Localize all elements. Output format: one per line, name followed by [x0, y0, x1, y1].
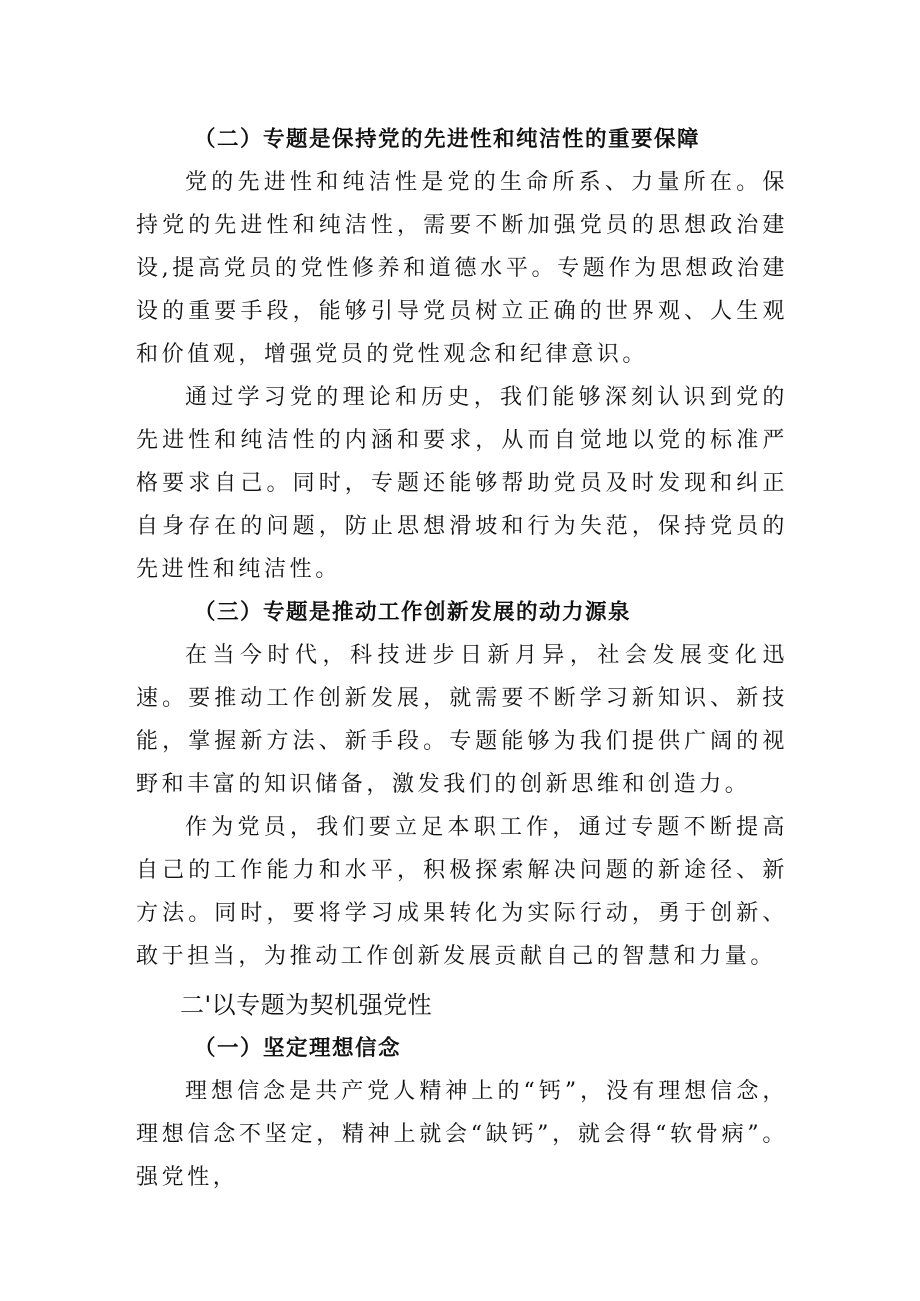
paragraph: 作为党员，我们要立足本职工作，通过专题不断提高自己的工作能力和水平，积极探索解决问题的新途径、新方法。同时，要将学习成果转化为实际行动，勇于创新、敢于担当，为推动工作创新发展贡献自己的智慧和力量。	[136, 815, 788, 969]
document-page	[136, 118, 788, 1199]
section-heading-1: （一）坚定理想信念	[194, 1036, 402, 1061]
section-heading-2: （二）专题是保持党的先进性和纯洁性的重要保障	[194, 127, 701, 152]
paragraph: 理想信念是共产党人精神上的“钙”，没有理想信念，理想信念不坚定，精神上就会“缺钙”，就会得“软骨病”。强党性，	[136, 1079, 788, 1190]
paragraph: 通过学习党的理论和历史，我们能够深刻认识到党的先进性和纯洁性的内涵和要求，从而自觉地以党的标准严格要求自己。同时，专题还能够帮助党员及时发现和纠正自身存在的问题，防止思想滑坡和行为失范，保持党员的先进性和纯洁性。	[136, 385, 788, 582]
paragraph: 在当今时代，科技进步日新月异，社会发展变化迅速。要推动工作创新发展，就需要不断学习新知识、新技能，掌握新方法、新手段。专题能够为我们提供广阔的视野和丰富的知识储备，激发我们的创新思维和创造力。	[136, 643, 788, 797]
paragraph: 党的先进性和纯洁性是党的生命所系、力量所在。保持党的先进性和纯洁性，需要不断加强党员的思想政治建设,提高党员的党性修养和道德水平。专题作为思想政治建设的重要手段，能够引导党员树立正确的世界观、人生观和价值观，增强党员的党性观念和纪律意识。	[136, 170, 788, 367]
major-heading: 二'以专题为契机强党性	[180, 991, 433, 1019]
section-heading-3: （三）专题是推动工作创新发展的动力源泉	[194, 600, 632, 625]
